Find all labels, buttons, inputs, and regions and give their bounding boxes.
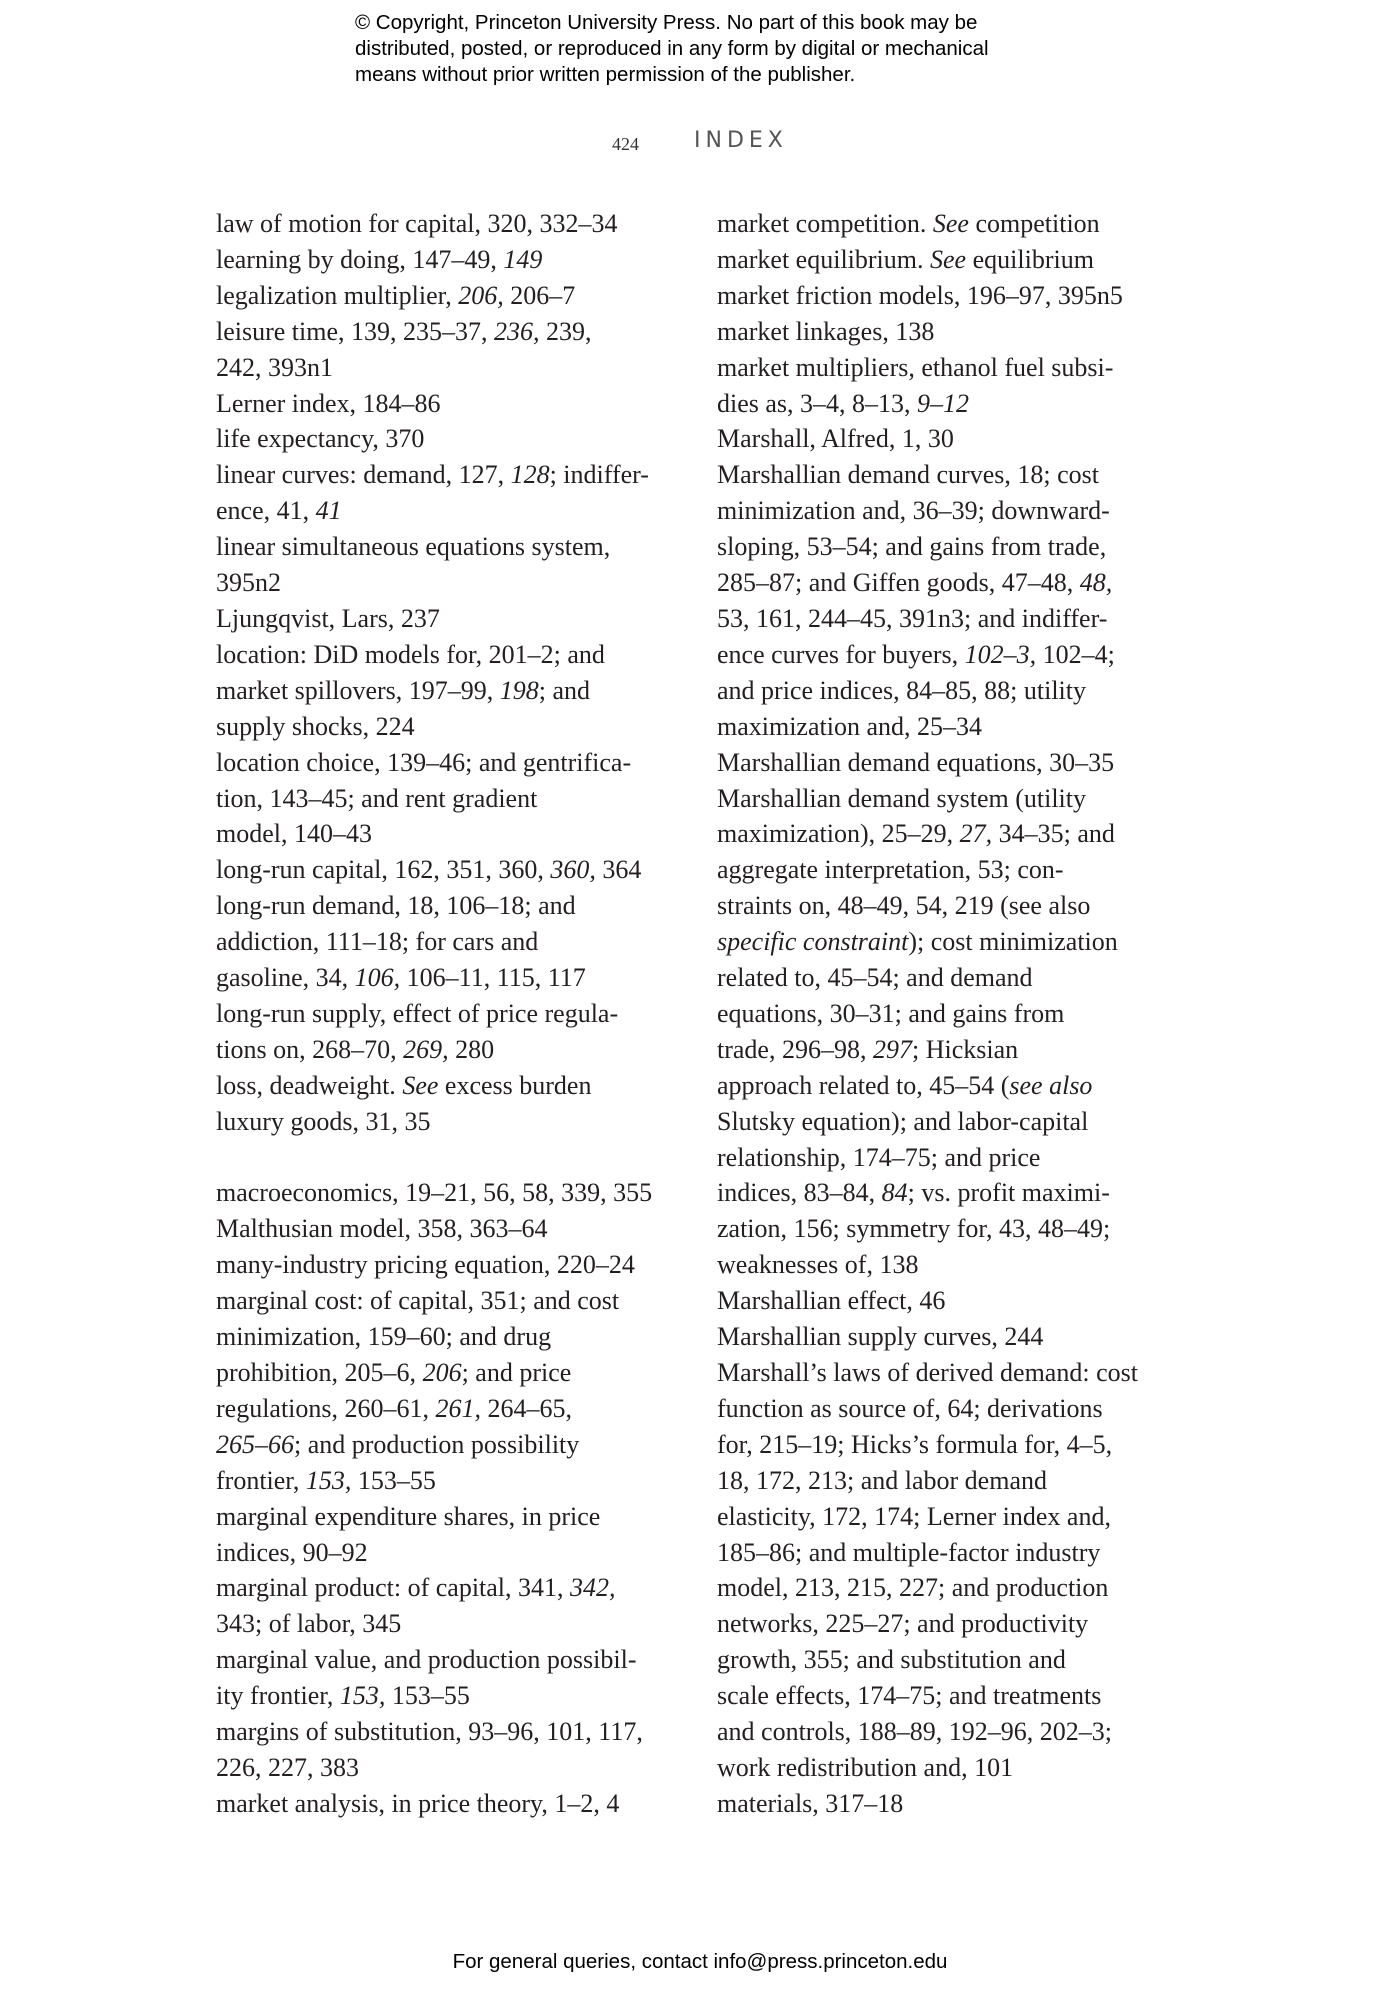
index-entry: [717, 242, 1197, 278]
letter-group-gap: [216, 1140, 696, 1176]
index-entry: [717, 206, 1197, 242]
index-entry-line: many-industry pricing equation, 220–24: [216, 1250, 635, 1280]
index-entry-line: Lerner index, 184–86: [216, 388, 441, 418]
index-entry-line: Marshallian effect, 46: [717, 1286, 946, 1316]
index-entry-line: model, 140–43: [216, 819, 372, 849]
index-entry: [717, 1283, 1197, 1319]
index-entry: [216, 206, 696, 242]
index-entry-line: maximization and, 25–34: [717, 711, 983, 741]
index-entry: [717, 457, 1197, 744]
index-entry-line: market spillovers, 197–99, 198; and: [216, 675, 591, 705]
index-entry: [216, 1068, 696, 1104]
index-entry: [216, 601, 696, 637]
index-entry: [216, 1283, 696, 1498]
index-entry-line: work redistribution and, 101: [717, 1752, 1014, 1782]
index-entry: [216, 1175, 696, 1211]
index-entry-line: Marshallian demand curves, 18; cost: [717, 460, 1099, 490]
index-entry-line: luxury goods, 31, 35: [216, 1106, 431, 1136]
index-entry-line: linear simultaneous equations system,: [216, 532, 611, 562]
index-entry-line: tions on, 268–70, 269, 280: [216, 1034, 495, 1064]
copyright-notice: [355, 10, 1175, 88]
index-column-left: [216, 206, 696, 1822]
index-entry-line: Marshallian supply curves, 244: [717, 1322, 1044, 1352]
index-entry-line: market linkages, 138: [717, 316, 935, 346]
index-entry-line: 265–66; and production possibility: [216, 1429, 580, 1459]
index-entry-line: market competition. See competition: [717, 209, 1100, 238]
index-entry-line: growth, 355; and substitution and: [717, 1645, 1066, 1675]
index-entry-line: leisure time, 139, 235–37, 236, 239,: [216, 316, 592, 346]
index-entry-line: maximization), 25–29, 27, 34–35; and: [717, 819, 1115, 849]
index-entry: [717, 350, 1197, 422]
index-entry-line: marginal value, and production possibil-: [216, 1645, 637, 1675]
index-entry-line: approach related to, 45–54 (see also: [717, 1070, 1093, 1100]
index-entry-line: marginal cost: of capital, 351; and cost: [216, 1286, 620, 1316]
index-entry-line: ence, 41, 41: [216, 496, 342, 526]
index-entry-line: long-run capital, 162, 351, 360, 360, 364: [216, 855, 642, 885]
index-entry-line: market friction models, 196–97, 395n5: [717, 280, 1123, 310]
index-entry: [216, 1211, 696, 1247]
index-entry-line: materials, 317–18: [717, 1788, 904, 1818]
index-entry: [717, 1319, 1197, 1355]
copyright-line: distributed, posted, or reproduced in any form by digital or mechanical: [355, 37, 989, 60]
index-entry-line: legalization multiplier, 206, 206–7: [216, 280, 576, 310]
index-entry: [216, 852, 696, 888]
index-entry: [216, 1642, 696, 1714]
index-entry: [216, 1570, 696, 1642]
index-entry-line: regulations, 260–61, 261, 264–65,: [216, 1393, 573, 1423]
index-entry-line: 53, 161, 244–45, 391n3; and indiffer-: [717, 603, 1108, 633]
index-entry-line: ity frontier, 153, 153–55: [216, 1681, 470, 1711]
index-entry: [216, 457, 696, 529]
index-entry-line: market equilibrium. See equilibrium: [717, 244, 1094, 274]
index-entry-line: marginal expenditure shares, in price: [216, 1501, 601, 1531]
index-entry-line: sloping, 53–54; and gains from trade,: [717, 532, 1107, 562]
index-entry-line: function as source of, 64; derivations: [717, 1393, 1103, 1423]
index-entry: [216, 996, 696, 1068]
index-entry-line: scale effects, 174–75; and treatments: [717, 1681, 1102, 1711]
page-number: 424: [612, 134, 639, 154]
index-entry: [216, 1499, 696, 1571]
index-entry-line: networks, 225–27; and productivity: [717, 1609, 1089, 1639]
index-entry: [216, 278, 696, 314]
index-entry: [216, 1714, 696, 1786]
index-entry-line: aggregate interpretation, 53; con-: [717, 855, 1064, 885]
index-entry-line: learning by doing, 147–49, 149: [216, 244, 543, 274]
index-column-right: [717, 206, 1197, 1822]
index-entry-line: supply shocks, 224: [216, 711, 415, 741]
index-entry-line: equations, 30–31; and gains from: [717, 998, 1065, 1028]
index-entry: [216, 637, 696, 745]
index-entry-line: prohibition, 205–6, 206; and price: [216, 1357, 572, 1387]
index-entry-line: relationship, 174–75; and price: [717, 1142, 1041, 1172]
index-entry-line: addiction, 111–18; for cars and: [216, 927, 539, 957]
index-entry-line: life expectancy, 370: [216, 424, 425, 454]
index-entry: [216, 386, 696, 422]
index-entry-line: 185–86; and multiple-factor industry: [717, 1537, 1101, 1567]
index-entry-line: and price indices, 84–85, 88; utility: [717, 675, 1086, 705]
index-entry-line: Marshall’s laws of derived demand: cost: [717, 1358, 1138, 1387]
index-entry: [717, 314, 1197, 350]
index-entry-line: 226, 227, 383: [216, 1752, 359, 1782]
index-entry-line: Malthusian model, 358, 363–64: [216, 1214, 548, 1244]
index-entry-line: tion, 143–45; and rent gradient: [216, 783, 538, 813]
index-entry-line: Slutsky equation); and labor-capital: [717, 1106, 1089, 1136]
index-entry-line: macroeconomics, 19–21, 56, 58, 339, 355: [216, 1178, 653, 1208]
index-entry-line: Ljungqvist, Lars, 237: [216, 603, 440, 633]
index-entry-line: market analysis, in price theory, 1–2, 4: [216, 1788, 620, 1818]
index-entry: [717, 1355, 1197, 1786]
index-entry-line: indices, 90–92: [216, 1537, 368, 1567]
index-entry-line: 343; of labor, 345: [216, 1609, 402, 1639]
index-entry-line: ence curves for buyers, 102–3, 102–4;: [717, 639, 1115, 669]
index-entry: [717, 1786, 1197, 1822]
footer-contact: For general queries, contact info@press.princeton.edu: [452, 1950, 948, 1973]
index-entry: [717, 421, 1197, 457]
index-entry-line: dies as, 3–4, 8–13, 9–12: [717, 388, 970, 418]
index-entry-line: minimization, 159–60; and drug: [216, 1322, 552, 1352]
index-entry: [216, 421, 696, 457]
index-entry: [717, 278, 1197, 314]
index-entry-line: and controls, 188–89, 192–96, 202–3;: [717, 1717, 1113, 1747]
index-entry-line: Marshallian demand equations, 30–35: [717, 747, 1115, 777]
index-entry: [216, 314, 696, 386]
index-entry-line: trade, 296–98, 297; Hicksian: [717, 1034, 1019, 1064]
copyright-line: means without prior written permission of the publisher.: [355, 63, 856, 86]
index-entry: [216, 529, 696, 601]
index-entry-line: 18, 172, 213; and labor demand: [717, 1465, 1047, 1495]
index-entry-line: long-run demand, 18, 106–18; and: [216, 891, 576, 921]
index-entry-line: elasticity, 172, 174; Lerner index and,: [717, 1501, 1111, 1531]
index-entry-line: indices, 83–84, 84; vs. profit maximi-: [717, 1178, 1110, 1208]
index-entry-line: Marshall, Alfred, 1, 30: [717, 424, 954, 454]
index-entry-line: loss, deadweight. See excess burden: [216, 1070, 592, 1100]
index-entry: [717, 745, 1197, 781]
section-title: INDEX: [694, 128, 788, 153]
index-entry-line: gasoline, 34, 106, 106–11, 115, 117: [216, 963, 586, 993]
index-entry-line: Marshallian demand system (utility: [717, 783, 1086, 813]
index-entry: [216, 1786, 696, 1822]
index-entry: [717, 781, 1197, 1284]
index-entry: [216, 242, 696, 278]
copyright-line: © Copyright, Princeton University Press. No part of this book may be: [355, 11, 978, 34]
index-entry: [216, 1247, 696, 1283]
index-entry-line: 395n2: [216, 568, 281, 598]
index-entry-line: frontier, 153, 153–55: [216, 1465, 436, 1495]
index-entry: [216, 888, 696, 996]
index-entry: [216, 1104, 696, 1140]
index-entry-line: market multipliers, ethanol fuel subsi-: [717, 352, 1114, 382]
index-entry-line: zation, 156; symmetry for, 43, 48–49;: [717, 1214, 1111, 1244]
index-entry-line: model, 213, 215, 227; and production: [717, 1573, 1109, 1603]
index-entry-line: margins of substitution, 93–96, 101, 117,: [216, 1717, 643, 1747]
index-entry-line: marginal product: of capital, 341, 342,: [216, 1573, 616, 1603]
index-entry: [216, 745, 696, 853]
index-entry-line: linear curves: demand, 127, 128; indiffer-: [216, 460, 649, 490]
index-entry-line: long-run supply, effect of price regula-: [216, 998, 619, 1028]
index-entry-line: specific constraint); cost minimization: [717, 927, 1118, 957]
index-entry-line: straints on, 48–49, 54, 219 (see also: [717, 891, 1091, 921]
index-entry-line: minimization and, 36–39; downward-: [717, 496, 1110, 526]
index-entry-line: 242, 393n1: [216, 352, 333, 382]
index-entry-line: for, 215–19; Hicks’s formula for, 4–5,: [717, 1429, 1113, 1459]
index-entry-line: weaknesses of, 138: [717, 1250, 919, 1280]
index-entry-line: location: DiD models for, 201–2; and: [216, 639, 605, 669]
index-entry-line: related to, 45–54; and demand: [717, 963, 1033, 993]
index-entry-line: 285–87; and Giffen goods, 47–48, 48,: [717, 568, 1113, 598]
index-entry-line: location choice, 139–46; and gentrifica-: [216, 747, 632, 777]
index-entry-line: law of motion for capital, 320, 332–34: [216, 209, 618, 238]
